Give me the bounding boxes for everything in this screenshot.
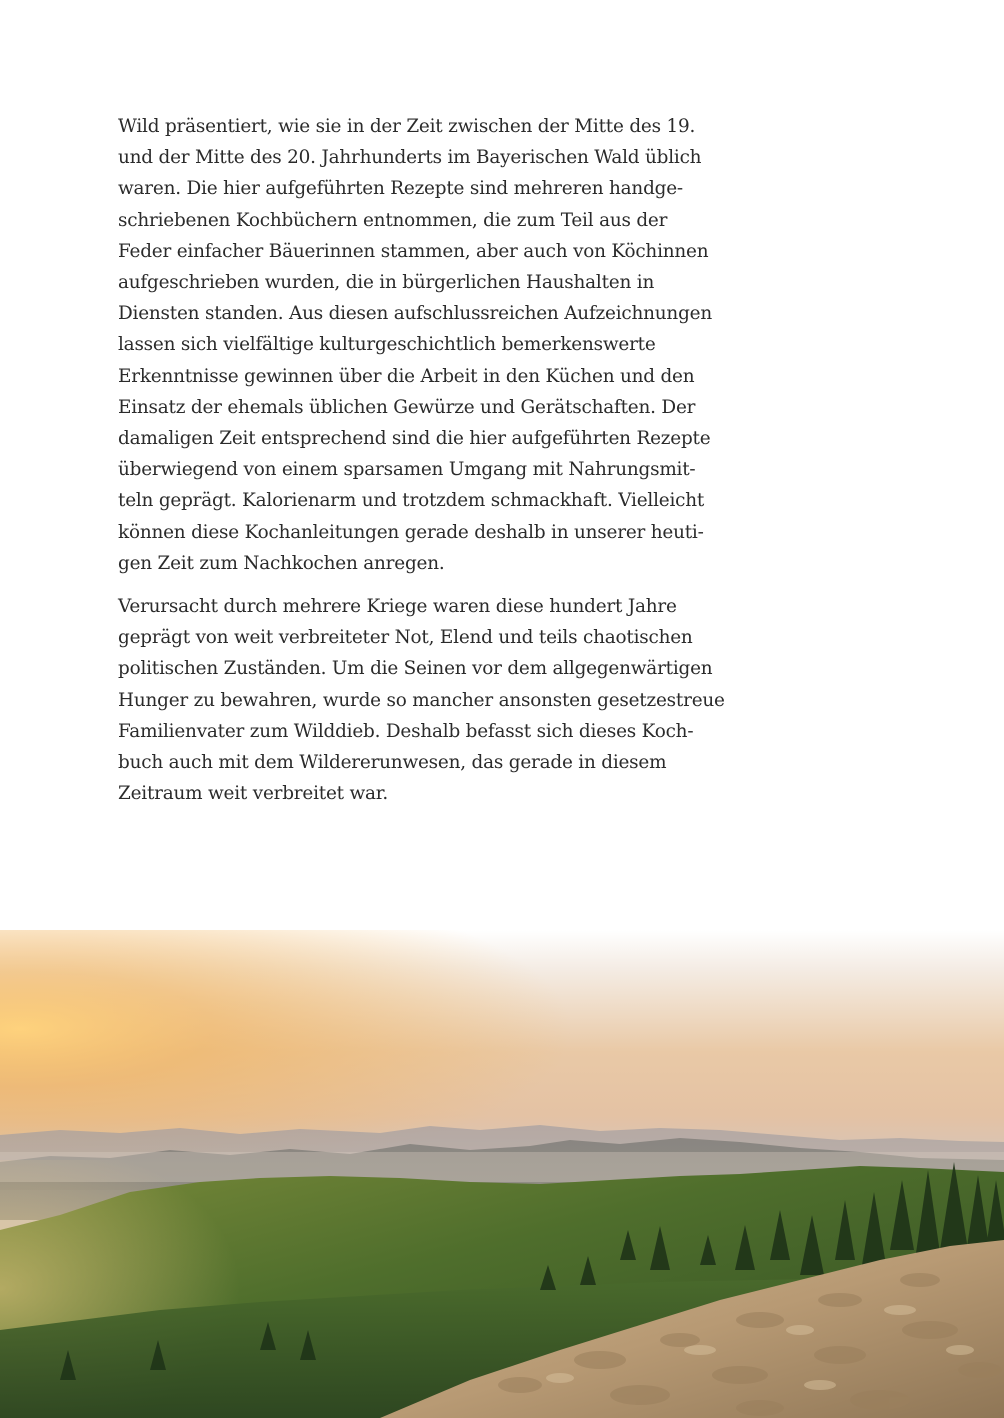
paragraph-spacer [118, 579, 718, 591]
text-line: geprägt von weit verbreiteter Not, Elend und teils chaotischen [118, 627, 693, 649]
text-line: teln geprägt. Kalorienarm und trotzdem schmackhaft. Vielleicht [118, 490, 705, 512]
text-line: Wild präsentiert, wie sie in der Zeit zwischen der Mitte des 19. [118, 116, 696, 137]
text-line: Diensten standen. Aus diesen aufschlussreichen Aufzeichnungen [118, 303, 712, 325]
text-line: überwiegend von einem sparsamen Umgang mit Nahrungsmit- [118, 459, 696, 481]
text-line: damaligen Zeit entsprechend sind die hier aufgeführten Rezepte [118, 428, 711, 450]
landscape-photo [0, 930, 1004, 1418]
body-text [118, 111, 725, 809]
text-line: können diese Kochanleitungen gerade deshalb in unserer heuti- [118, 521, 704, 543]
text-line: buch auch mit dem Wildererunwesen, das gerade in diesem [118, 752, 667, 774]
text-line: aufgeschrieben wurden, die in bürgerlichen Haushalten in [118, 272, 655, 294]
text-line: Einsatz der ehemals üblichen Gewürze und Gerätschaften. Der [118, 396, 696, 418]
text-line: gen Zeit zum Nachkochen anregen. [118, 552, 445, 574]
text-line: Feder einfacher Bäuerinnen stammen, aber auch von Köchinnen [118, 240, 709, 262]
text-line: Zeitraum weit verbreitet war. [118, 783, 388, 805]
text-line: waren. Die hier aufgeführten Rezepte sind mehreren handge- [118, 178, 683, 200]
text-line: Hunger zu bewahren, wurde so mancher ansonsten gesetzestreue [118, 689, 725, 711]
text-line: Verursacht durch mehrere Kriege waren diese hundert Jahre [118, 596, 677, 618]
text-line: und der Mitte des 20. Jahrhunderts im Bayerischen Wald üblich [118, 147, 702, 169]
paragraph-1 [118, 111, 718, 579]
text-line: schriebenen Kochbüchern entnommen, die zum Teil aus der [118, 209, 668, 231]
landscape-illustration [0, 930, 1004, 1418]
text-line: politischen Zuständen. Um die Seinen vor dem allgegenwärtigen [118, 658, 713, 680]
text-line: lassen sich vielfältige kulturgeschichtlich bemerkenswerte [118, 334, 656, 356]
paragraph-2 [118, 591, 725, 809]
text-line: Erkenntnisse gewinnen über die Arbeit in den Küchen und den [118, 365, 695, 387]
text-line: Familienvater zum Wilddieb. Deshalb befasst sich dieses Koch- [118, 720, 694, 742]
